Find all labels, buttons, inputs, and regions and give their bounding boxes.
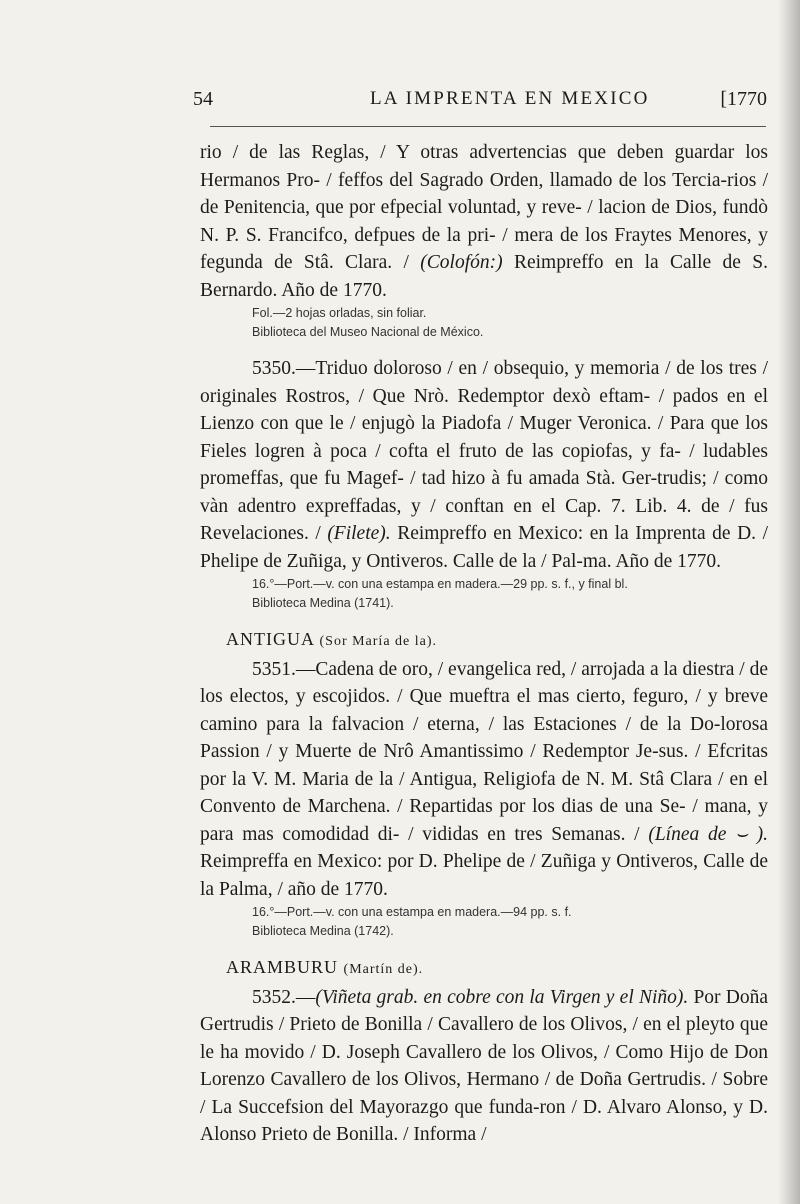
author-name: ARAMBURU [226,957,339,977]
author-name: ANTIGUA [226,629,314,649]
entry-text: rio / de las Reglas, / Y otras advertencias que deben guardar los Hermanos Pro- / feffos del Sagrado Orden, llamado de los Tercia-rios / de Penitencia, que por efpecial voluntad, y reve- / lacion de Dios, fundò N. P. S. Francifco, defpues de la pri- / mera de los Fraytes Menores, y fegunda de Stâ. Clara. / [200,142,768,273]
entry-5352 [200,984,768,1149]
running-header [193,88,767,116]
entry-italic: (Filete). [327,523,391,544]
entry-text: Reimpreffo en Mexico: en la Imprenta de D. / Phelipe de Zuñiga, y Ontiveros. Calle de la / Pal-ma. Año de 1770. [200,523,768,572]
entry-text: 5352.— [252,986,316,1008]
library-note: Biblioteca del Museo Nacional de México. [252,325,484,339]
header-rule [210,126,766,127]
collation-note: Fol.—2 hojas orladas, sin foliar. [252,306,427,320]
page-number: 54 [193,88,213,110]
collation-note: 16.°—Port.—v. con una estampa en madera.—29 pp. s. f., y final bl. [252,577,628,591]
running-title: LA IMPRENTA EN MEXICO [370,88,650,109]
body-text [200,139,768,1149]
author-heading [200,954,768,984]
entry-5351 [200,656,768,904]
entry-text: Reimpreffa en Mexico: por D. Phelipe de / Zuñiga y Ontiveros, Calle de la Palma, / año de 1770. [200,851,768,900]
entry-italic: (Colofón:) [420,252,503,273]
library-note: Biblioteca Medina (1741). [252,596,394,610]
entry-text: Reimpreffo en la Calle de S. Bernardo. Año de 1770. [200,252,768,301]
entry-text: 5350.—Triduo doloroso / en / obsequio, y memoria / de los tres / originales Rostros, / Que Nrò. Redemptor dexò eftam- / pados en el Lienzo con que le / enjugò la Piadofa / Muger Veronica. / Para que los Fieles logren à poca / cofta el fruto de las copiofas, y fa- / ludables promeffas, que fu Magef- / tad hizo à fu amada Stà. Ger-trudis; / como vàn adentro expreffadas, y / conftan en el Cap. 7. Lib. 4. de / fus Revelaciones. / [200,358,768,544]
entry-text: 5351.—Cadena de oro, / evangelica red, / arrojada a la diestra / de los electos, y escojidos. / Que mueftra el mas cierto, feguro, / y breve camino para la falvacion / eterna, / las Estaciones / de la Do-lorosa Passion / y Muerte de Nrô Amantissimo / Redemptor Je-sus. / Efcritas por la V. M. Maria de la / Antigua, Religiofa de N. M. Stâ Clara / en el Convento de Marchena. / Repartidas por los dias de una Se- / mana, y para mas comodidad di- / vididas en tres Semanas. / [200,658,768,845]
entry-5350 [200,355,768,575]
entry-italic: (Línea de ⌣ ). [648,823,768,845]
page-edge-shadow [778,0,800,1204]
author-qualifier: (Sor María de la). [319,634,438,649]
year-reference: [1770 [720,88,767,110]
author-heading [200,626,768,656]
entry-continuation [200,139,768,304]
collation-note: 16.°—Port.—v. con una estampa en madera.—94 pp. s. f. [252,905,572,919]
library-note: Biblioteca Medina (1742). [252,924,394,938]
entry-text: Por Doña Gertrudis / Prieto de Bonilla / Cavallero de los Olivos, / en el pleyto que le ha movido / D. Joseph Cavallero de los Olivos, / Como Hijo de Don Lorenzo Cavallero de los Olivos, Hermano / de Doña Gertrudis. / Sobre / La Succefsion del Mayorazgo que funda-ron / D. Alvaro Alonso, y D. Alonso Prieto de Bonilla. / Informa / [200,986,768,1145]
entry-italic: (Viñeta grab. en cobre con la Virgen y el Niño). [315,986,689,1008]
author-qualifier: (Martín de). [343,962,424,977]
